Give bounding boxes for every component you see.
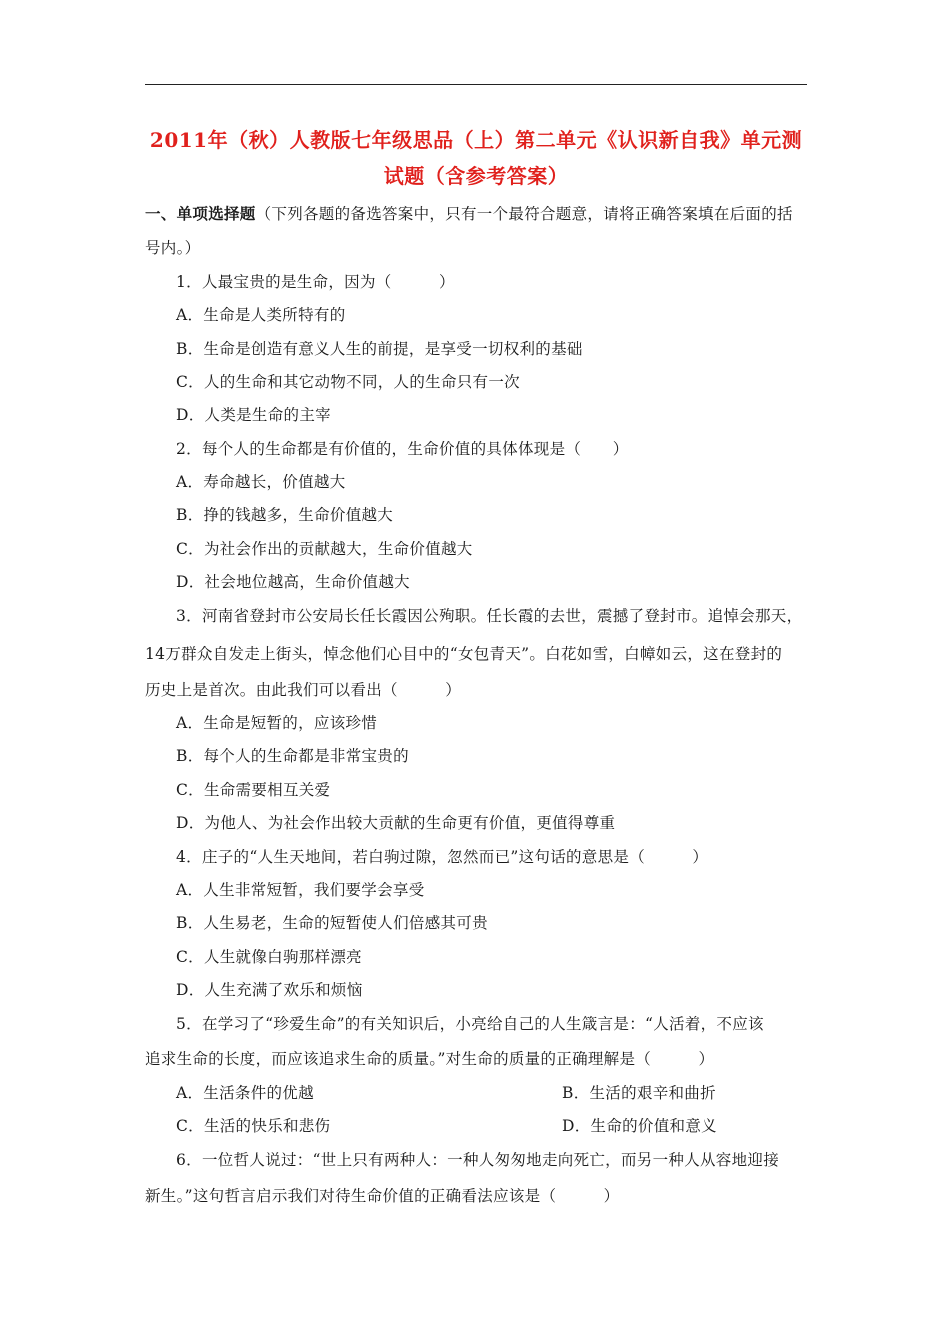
q2-option-d: D．社会地位越高，生命价值越大 (176, 573, 410, 591)
q3-stem-l1: 3．河南省登封市公安局长任长霞因公殉职。任长霞的去世，震撼了登封市。追悼会那天， (176, 607, 803, 625)
q3-option-a: A．生命是短暂的，应该珍惜 (176, 714, 378, 732)
header-rule (145, 84, 807, 85)
q3-stem-l2: 14万群众自发走上街头，悼念他们心目中的“女包青天”。白花如雪，白幛如云，这在登封的 (145, 645, 783, 663)
q5-stem-l2: 追求生命的长度，而应该追求生命的质量。”对生命的质量的正确理解是（ ） (145, 1050, 715, 1068)
q5-option-c: C．生活的快乐和悲伤 (176, 1117, 331, 1135)
q4-option-b: B．人生易老，生命的短暂使人们倍感其可贵 (176, 914, 488, 932)
q6-stem-l2: 新生。”这句哲言启示我们对待生命价值的正确看法应该是（ ） (145, 1187, 620, 1205)
section-heading: 一、单项选择题 (145, 204, 256, 223)
q5-option-a: A．生活条件的优越 (176, 1084, 314, 1102)
q4-stem: 4．庄子的“人生天地间，若白驹过隙，忽然而已”这句话的意思是（ ） (176, 848, 709, 866)
q5-option-row-1 (176, 1081, 716, 1103)
section-instruction-cont: 号内。） (145, 239, 201, 257)
q4-option-a: A．人生非常短暂，我们要学会享受 (176, 881, 425, 899)
q5-stem-l1: 5．在学习了“珍爱生命”的有关知识后，小亮给自己的人生箴言是：“人活着，不应该 (176, 1015, 764, 1033)
q4-option-d: D．人生充满了欢乐和烦恼 (176, 981, 363, 999)
q4-option-c: C．人生就像白驹那样漂亮 (176, 948, 362, 966)
q5-option-b: B．生活的艰辛和曲折 (562, 1084, 716, 1102)
q1-option-a: A．生命是人类所特有的 (176, 306, 346, 324)
document-title-line-2: 试题（含参考答案） (383, 164, 569, 188)
q1-option-c: C．人的生命和其它动物不同，人的生命只有一次 (176, 373, 520, 391)
q3-option-d: D．为他人、为社会作出较大贡献的生命更有价值，更值得尊重 (176, 814, 616, 832)
q2-option-b: B．挣的钱越多，生命价值越大 (176, 506, 394, 524)
q2-option-c: C．为社会作出的贡献越大，生命价值越大 (176, 540, 473, 558)
q3-option-b: B．每个人的生命都是非常宝贵的 (176, 747, 409, 765)
section-heading-line (145, 202, 793, 224)
q3-stem-l3: 历史上是首次。由此我们可以看出（ ） (145, 681, 462, 699)
section-instruction: （下列各题的备选答案中，只有一个最符合题意，请将正确答案填在后面的括 (255, 205, 793, 223)
q5-option-d: D．生命的价值和意义 (562, 1117, 717, 1135)
q6-stem-l1: 6．一位哲人说过：“世上只有两种人：一种人匆匆地走向死亡，而另一种人从容地迎接 (176, 1151, 779, 1169)
q5-option-row-2 (176, 1114, 717, 1136)
q1-option-d: D．人类是生命的主宰 (176, 406, 331, 424)
q1-stem: 1．人最宝贵的是生命，因为（ ） (176, 273, 455, 291)
q2-stem: 2．每个人的生命都是有价值的，生命价值的具体体现是（ ） (176, 440, 629, 458)
q2-option-a: A．寿命越长，价值越大 (176, 473, 346, 491)
q1-option-b: B．生命是创造有意义人生的前提，是享受一切权利的基础 (176, 340, 583, 358)
document-title-line-1: 2011年（秋）人教版七年级思品（上）第二单元《认识新自我》单元测 (149, 128, 803, 152)
q3-option-c: C．生命需要相互关爱 (176, 781, 331, 799)
